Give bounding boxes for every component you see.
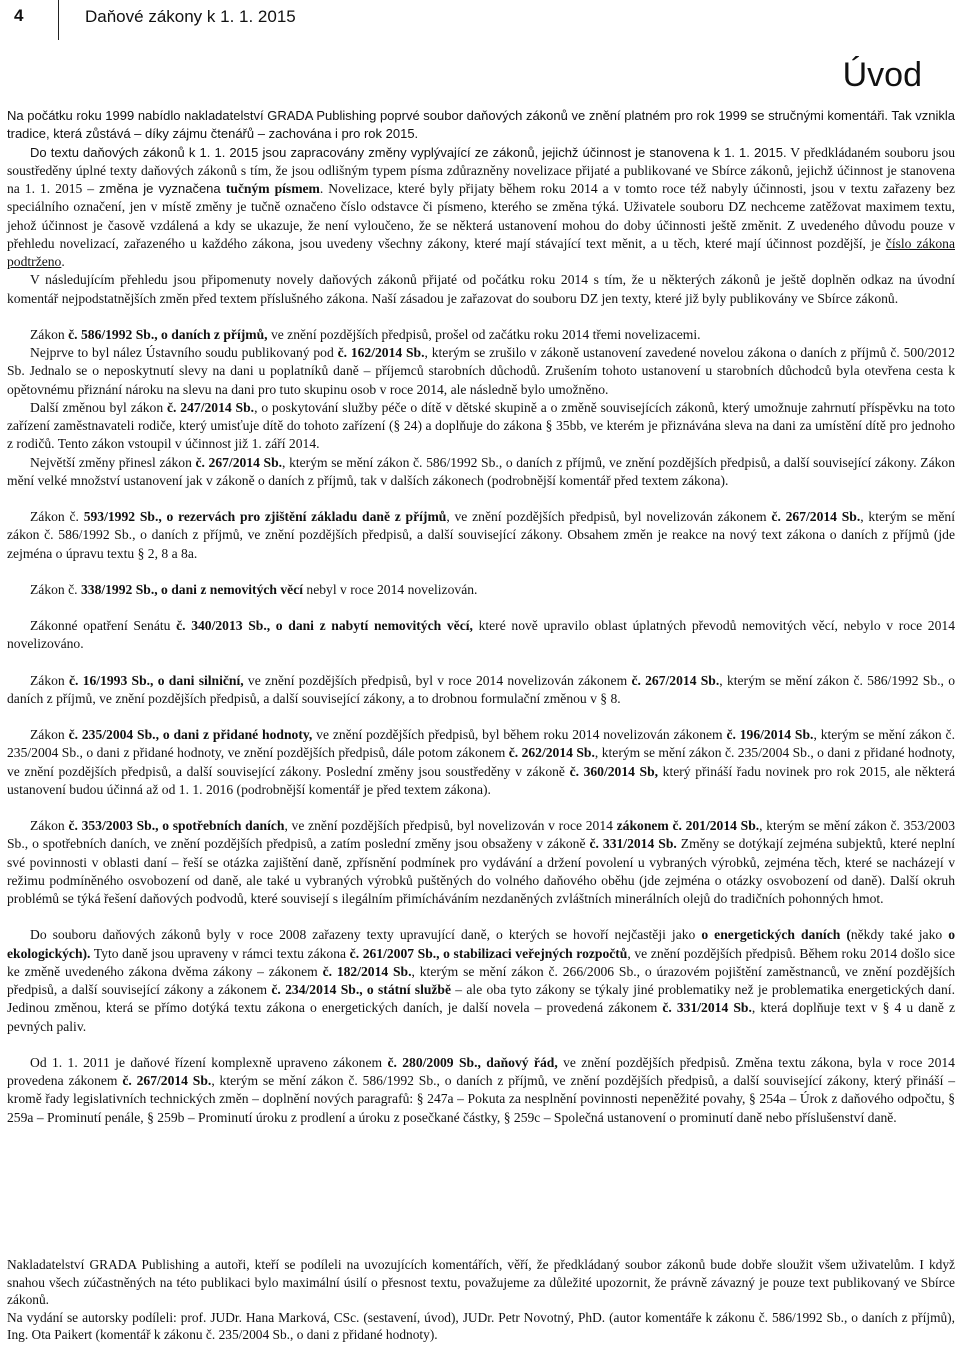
law-ref: č. 182/2014 Sb. [322, 963, 412, 979]
intro-p2-e: . Novelizace, které byly přijaty během roku 2014 a v tomto roce též nabyly účinnosti, jsou v textu zařazeny bez speciálního označení, jen v místě změny je tučně označeno číslo odstavce či písmeno, kterého se změna týká. Uživatele souboru DZ nechceme zatěžovat maximem textu, jehož účinnost je časově vzdálená a kdy se ukazuje, že není vyloučeno, že se některá ustanovení mohou do doby účinnosti ještě změnit. Z uvedeného důvodu pouze v přehledu novelizací, zařazeného u každého zákona, jsou uvedeny všechny zákony, které mají stávající text měnit, a u těch, které mají účinnost pozdější, je [7, 181, 955, 251]
text: , kterým se zrušilo v zákoně ustanovení zavedené novelou zákona o daních z příjmů č. 500/2012 Sb. Jednalo se o neposkytnutí slevy na dani u poplatníků daně – příjemců starobních důchodů. Zrušením tohoto ustanovení u starobních důchodců byla otevřena cesta k opětovnému přiznání nároku na slevu na dani pro tuto skupinu osob v roce 2014, ale následně bylo umožněno. [7, 345, 955, 397]
page-title: Úvod [842, 56, 922, 94]
law-353-paragraph [7, 817, 955, 908]
text: , o poskytování služby péče o dítě v dětské skupině a o změně souvisejících zákonů, který umožnuje zahrnutí příspěvku na toto zařízení zaměstnavateli rodiče, který umisťuje dítě do tohoto zařízení (§ 24) a doplňuje do zákona § 35bb, ve kterém je přiznávána sleva na dani za umístění dítě pro jednoho z rodičů. Tento zákon vstoupil v účinnost již 1. září 2014. [7, 399, 955, 452]
text: , kterým se mění zákon č. 586/1992 Sb., o daních z příjmů, ve znění pozdějších předpisů, a další související zákony. Zákon mění velké množství ustanovení jak v zákoně o daních z příjmů, tak v dalších zákonech (podrobnější komentář před textem zákona). [7, 454, 955, 488]
text: , kterým se mění zákon č. 586/1992 Sb., o daních z příjmů, ve znění pozdějších předpisů, a další související zákony, a to drobnou formulační změnou v § 8. [7, 672, 955, 706]
law-ref: č. 340/2013 Sb., o dani z nabytí nemovitých věcí, [176, 618, 473, 633]
law-586-paragraph-2 [7, 344, 955, 399]
text: , kterým se mění zákon č. 353/2003 Sb., o spotřebních daních, ve znění pozdějších předpisů, a zatím poslední změny jsou obsaženy v zákoně [7, 818, 955, 852]
text: Zákonné opatření Senátu [30, 618, 177, 633]
law-ref: č. 235/2004 Sb., o dani z přidané hodnoty, [68, 727, 313, 742]
intro-p2-c: změna je vyznačena [99, 181, 226, 196]
law-ref: č. 267/2014 Sb. [771, 509, 861, 524]
text: , kterým se mění zákon č. 586/1992 Sb., o daních z příjmů, ve znění pozdějších předpisů, a další související zákony, který přináší – kromě řady legislativních technických změn – doplnění nových paragrafů: § 247a – Pokuta za nesplnění povinnosti nepeněžité povahy, § 254a – Úrok z daňového odpočtu, § 259a – Prominutí penále, § 259b – Prominutí úroku z prodlení a úroku z posečkané částky, § 259c – Společná ustanovení o prominutí daně nebo příslušenství daně. [7, 1073, 955, 1125]
text: Do souboru daňových zákonů byly v roce 2008 zařazeny texty upravující daně, o kterých se hovoří nejčastěji jako [30, 927, 702, 943]
text: Nejprve to byl nález Ústavního soudu publikovaný pod [30, 345, 338, 360]
main-content [7, 107, 955, 1127]
law-593-paragraph [7, 508, 955, 563]
text: Zákon [30, 672, 69, 688]
text: Tyto daně jsou upraveny v rámci textu zákona [90, 945, 350, 961]
law-16-paragraph [7, 672, 955, 709]
law-235-paragraph [7, 726, 955, 799]
law-586-paragraph-3 [7, 399, 955, 454]
text: nebyl v roce 2014 novelizován. [303, 581, 478, 597]
law-ref: o energetických daních ( [701, 927, 851, 943]
law-586-paragraph-1 [7, 326, 955, 344]
law-ref: č. 247/2014 Sb. [167, 399, 255, 415]
law-586-paragraph-4 [7, 454, 955, 491]
text: Největší změny přinesl zákon [30, 454, 196, 470]
text: ve znění pozdějších předpisů, byl během roku 2014 novelizován zákonem [312, 727, 727, 742]
running-head: Daňové zákony k 1. 1. 2015 [85, 7, 296, 26]
law-ref: č. 280/2009 Sb., daňový řád, [387, 1054, 558, 1070]
text: , kterým se mění zákon č. 266/2006 Sb., o úrazovém pojištění zaměstnanců, ve znění pozdějších předpisů, a další související zákony a zákonem [7, 963, 956, 997]
footer-paragraph-2: Na vydání se autorsky podíleli: prof. JUDr. Hana Marková, CSc. (sestavení, úvod), JUDr. Petr Novotný, PhD. (autor komentáře k zákonu č. 586/1992 Sb., o daních z příjmů), Ing. Ota Paikert (komentář k zákonu č. 235/2004 Sb., o dani z přidané hodnoty). [7, 1309, 955, 1342]
header-divider [58, 0, 59, 40]
law-ref: o ekologických). [7, 927, 955, 961]
text: které nově upravilo oblast úplatných převodů nemovitých věcí, nebylo v roce 2014 novelizováno. [7, 618, 955, 652]
text: Změny se dotýkají zejména subjektů, které neplní své povinnosti v oblasti daní – řeší se otázka zajištění daně, zpřísnění podmínek pro vydávání a držení povolení u vybraných výrobků, zejména těch, které se nacházejí v režimu podmíněného osvobození od daně, ale také u vybraných výrobků puštěných do volného daňového oběhu (jde zejména o otázky osvobození od daně). Další okruh problémů se týká řešení daňových podvodů, které souvisejí s ilegálním přimícháváním nezdaněných zvláštních minerálních olejů do tradičních pohonných hmot. [7, 836, 955, 906]
law-ref: č. 267/2014 Sb. [195, 454, 283, 470]
law-ref: č. 261/2007 Sb., o stabilizaci veřejných rozpočtů [349, 945, 628, 961]
text: , kterým se mění zákon č. 235/2004 Sb., o dani z přidané hodnoty, ve znění pozdějších předpisů, a další související zákony. Poslední změny jsou soustředěny v zákoně [7, 745, 955, 779]
law-ref: č. 267/2014 Sb. [122, 1073, 212, 1088]
law-ref: č. 262/2014 Sb. [508, 745, 595, 761]
law-ref: č. 331/2014 Sb. [662, 1000, 752, 1016]
text: , ve znění pozdějších předpisů. Během roku 2014 došlo sice ke změně uvedeného zákona dvěma zákony – zákonem [7, 945, 955, 979]
footer-notes [7, 1256, 955, 1344]
law-ref: 338/1992 Sb., o dani z nemovitých věcí [80, 581, 304, 597]
intro-paragraph-1: Na počátku roku 1999 nabídlo nakladatelství GRADA Publishing poprvé soubor daňových zákonů ve znění platném pro rok 1999 se stručnými komentáři. Tak vznikla tradice, která zůstává – díky zájmu čtenářů – zachována i pro rok 2015. [7, 108, 955, 142]
text: ve znění pozdějších předpisů. Změna textu zákona, byla v roce 2014 provedena zákonem [7, 1054, 955, 1088]
text: , kterým se mění zákon č. 235/2004 Sb., o dani z přidané hodnoty, ve znění pozdějších předpisů, dále potom zákonem [7, 727, 955, 761]
text: někdy také jako [850, 927, 949, 943]
intro-paragraph-3: V následujícím přehledu jsou připomenuty novely daňových zákonů přijaté od počátku roku 2014 s tím, že u některých zákonů je ještě doplněn odkaz na úvodní komentář nejpodstatnějších změn před textem příslušného zákona. Naší zásadou je zařazovat do souboru DZ jen texty, které již byly publikovány ve Sbírce zákonů. [7, 272, 955, 306]
page-number: 4 [14, 6, 24, 25]
law-ref: č. 360/2014 Sb, [569, 763, 659, 779]
law-280-paragraph [7, 1054, 955, 1127]
law-ref: zákonem č. 201/2014 Sb. [616, 818, 760, 833]
law-ref: č. 267/2014 Sb. [631, 672, 720, 688]
law-ref: č. 234/2014 Sb., o státní službě [271, 982, 452, 997]
intro-p2-bold: tučným písmem [225, 181, 320, 196]
text: Zákon [30, 818, 69, 833]
law-ref: č. 196/2014 Sb. [726, 727, 814, 742]
page-header [0, 0, 960, 46]
text: , která doplňuje text v § 4 u daně z pevných paliv. [7, 1000, 956, 1034]
text: Zákon č. [30, 509, 84, 524]
law-ref: č. 16/1993 Sb., o dani silniční, [69, 672, 244, 688]
law-ref: č. 353/2003 Sb., o spotřebních daních [68, 818, 285, 833]
law-ref: č. 586/1992 Sb., o daních z příjmů, [68, 326, 268, 342]
law-ref: č. 162/2014 Sb. [337, 345, 425, 360]
text: Od 1. 1. 2011 je daňové řízení komplexně upraveno zákonem [30, 1054, 388, 1070]
text: – ale oba tyto zákony se týkaly jiné problematiky než je problematika energetických daní. Jedinou změnou, která se přímo dotýká textu zákona o energetických daních, je další novela – provedená zákonem [7, 982, 955, 1016]
text: Zákon [30, 326, 69, 342]
intro-p2-underline: číslo zákona podtrženo [7, 235, 955, 269]
law-338-paragraph [7, 581, 955, 599]
intro-paragraph-2 [7, 144, 955, 272]
text: , ve znění pozdějších předpisů, byl novelizován zákonem [446, 509, 772, 524]
intro-p2-b: V předkládaném souboru jsou soustředěny úplné texty daňových zákonů s tím, že jsou odlišným typem písma zdůrazněny novelizace přijaté a publikované ve Sbírce zákonů, jejichž účinnost je stanovena na 1. 1. 2015 – [7, 144, 955, 196]
text: který přináší řadu novinek pro rok 2015, ale některá ustanovení budou účinná až od 1. 1. 2016 (podrobnější komentář je před textem zákona). [7, 763, 956, 797]
intro-p2-g: . [61, 254, 65, 269]
text: , kterým se mění zákon č. 586/1992 Sb., o daních z příjmů, ve znění pozdějších předpisů, a další související zákony. Obsahem změn je reakce na nový text zákona o daních z příjmů (jde zejména o úpravu textu § 2, 8 a 8a. [7, 509, 955, 561]
text: ve znění pozdějších předpisů, byl v roce 2014 novelizován zákonem [243, 672, 632, 688]
text: ve znění pozdějších předpisů, prošel od začátku roku 2014 třemi novelizacemi. [267, 326, 701, 342]
energy-taxes-paragraph [7, 926, 955, 1036]
text: , ve znění pozdějších předpisů, byl novelizován v roce 2014 [284, 818, 617, 833]
law-ref: 593/1992 Sb., o rezervách pro zjištění základu daně z příjmů [83, 509, 447, 524]
text: Zákon č. [30, 581, 81, 597]
law-ref: č. 331/2014 Sb. [589, 836, 677, 852]
footer-paragraph-1: Nakladatelství GRADA Publishing a autoři, kteří se podíleli na uvozujících komentářích, věří, že předkládaný soubor zákonů bude dobře sloužit všem uživatelům. I když snahou všech zúčastněných na této publikaci bylo maximální úsilí o přesnost textu, považujeme za důležité upozornit, že právně závazný je pouze text publikovaný ve Sbírce zákonů. [7, 1257, 955, 1307]
law-340-paragraph [7, 617, 955, 654]
text: Další změnou byl zákon [30, 399, 168, 415]
intro-p2-sans: Do textu daňových zákonů k 1. 1. 2015 jsou zapracovány změny vyplývající ze zákonů, jejichž účinnost je stanovena k 1. 1. 2015. [30, 144, 787, 160]
text: Zákon [30, 727, 69, 742]
